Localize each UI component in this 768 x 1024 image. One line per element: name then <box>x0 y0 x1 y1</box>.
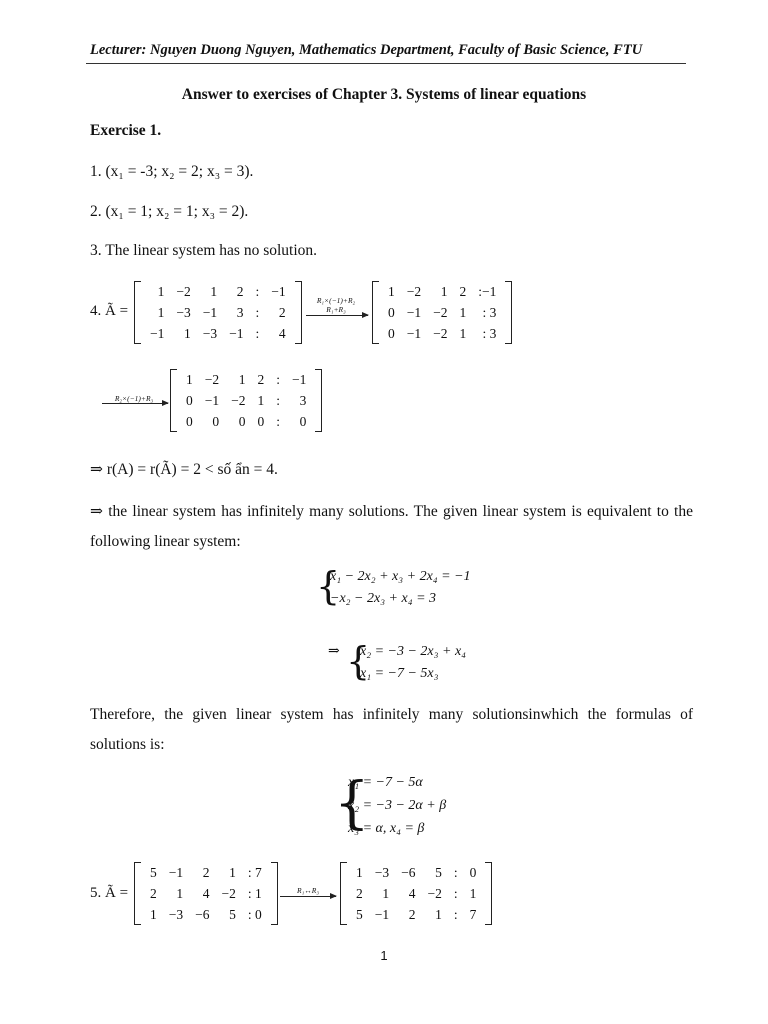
matrix-cell: −3 <box>168 906 184 922</box>
matrix-cell: −1 <box>202 304 218 320</box>
exercise-heading: Exercise 1. <box>90 122 162 139</box>
paragraph-equivalent: ⇒ the linear system has infinitely many solutions. The given linear system is equivalent to the following linear system: <box>90 503 693 550</box>
matrix-cell: 0 <box>186 392 193 408</box>
matrix-cell: 1 <box>459 304 467 320</box>
matrix-cell: −3 <box>202 325 218 341</box>
matrix-cell: : <box>276 392 281 408</box>
matrix-cell: : 7 <box>247 864 262 880</box>
item5-arrow <box>280 896 336 897</box>
matrix-row <box>382 302 502 323</box>
matrix-cell: −1 <box>168 864 184 880</box>
matrix-row <box>144 883 268 904</box>
matrix-cell: −2 <box>204 371 220 387</box>
matrix-row <box>350 883 482 904</box>
matrix-cell: 2 <box>278 304 286 320</box>
matrix-cell: 5 <box>229 906 236 922</box>
paragraph-therefore: Therefore, the given linear system has infinitely many solutionsinwhich the formulas of solutions is: <box>90 706 693 753</box>
matrix-cell: −1 <box>271 283 286 299</box>
matrix-cell: 2 <box>408 906 416 922</box>
solution-x1: x₁ = −7 − 5α <box>348 775 423 790</box>
matrix-cell: 4 <box>278 325 286 341</box>
matrix-cell: 4 <box>408 885 416 901</box>
item4-arrow-2 <box>102 403 168 404</box>
matrix-cell: 1 <box>238 371 246 387</box>
matrix-row <box>382 281 502 302</box>
matrix-cell: 5 <box>150 864 157 880</box>
item4-matrix-2 <box>372 281 512 344</box>
solution-x3-x4: x₃ = α, x₄ = β <box>348 821 425 836</box>
matrix-cell: −1 <box>150 325 165 341</box>
item4-matrix-3 <box>170 369 322 432</box>
matrix-row <box>180 411 312 432</box>
matrix-cell: 0 <box>469 864 477 880</box>
matrix-cell: −2 <box>433 304 448 320</box>
matrix-cell: 0 <box>388 325 395 341</box>
matrix-cell: −2 <box>176 283 191 299</box>
item4-label: 4. Ã = <box>90 303 129 319</box>
matrix-cell: 1 <box>382 885 390 901</box>
rank-statement: ⇒ r(A) = r(Ã) = 2 < số ẩn = 4. <box>90 461 278 478</box>
matrix-cell: −3 <box>176 304 191 320</box>
matrix-row <box>144 281 292 302</box>
matrix-cell: 0 <box>388 304 395 320</box>
matrix-cell: 3 <box>299 392 307 408</box>
matrix-cell: 1 <box>184 325 191 341</box>
item4-arrow-1 <box>306 315 368 316</box>
matrix-cell: 1 <box>210 283 218 299</box>
matrix-cell: −2 <box>406 283 422 299</box>
matrix-cell: −2 <box>427 885 442 901</box>
matrix-cell: :−1 <box>478 283 497 299</box>
matrix-cell: −6 <box>195 906 210 922</box>
matrix-cell: : <box>453 906 458 922</box>
matrix-cell: −3 <box>374 864 390 880</box>
matrix-cell: 2 <box>459 283 467 299</box>
matrix-cell: 1 <box>150 906 157 922</box>
matrix-cell: 0 <box>212 413 220 429</box>
matrix-cell: 2 <box>150 885 157 901</box>
item5-matrix-1 <box>134 862 278 925</box>
matrix-row <box>180 390 312 411</box>
matrix-cell: −1 <box>406 325 422 341</box>
matrix-cell: : <box>453 885 458 901</box>
item5-label: 5. Ã = <box>90 885 129 901</box>
matrix-cell: 1 <box>157 283 165 299</box>
item4-op1b: R₁+R₃ <box>326 305 346 314</box>
matrix-cell: : 3 <box>482 304 497 320</box>
matrix-cell: −1 <box>204 392 220 408</box>
matrix-cell: −6 <box>401 864 416 880</box>
item5-matrix-2 <box>340 862 492 925</box>
matrix-cell: 3 <box>236 304 244 320</box>
matrix-cell: −2 <box>433 325 448 341</box>
matrix-row <box>144 302 292 323</box>
solution-x2: x₂ = −3 − 2α + β <box>348 798 447 813</box>
matrix-cell: 1 <box>459 325 467 341</box>
matrix-row <box>144 862 268 883</box>
matrix-cell: 1 <box>229 864 236 880</box>
matrix-row <box>144 904 268 925</box>
matrix-cell: 1 <box>186 371 193 387</box>
matrix-row <box>350 904 482 925</box>
item4-op1a: R₁×(−1)+R₂ <box>316 296 356 305</box>
matrix-cell: : 3 <box>482 325 497 341</box>
matrix-cell: : <box>276 371 281 387</box>
matrix-cell: −1 <box>374 906 390 922</box>
page-number: 1 <box>380 948 388 963</box>
matrix-cell: 0 <box>299 413 307 429</box>
matrix-cell: : <box>255 325 260 341</box>
header-rule <box>86 63 686 64</box>
matrix-cell: 0 <box>238 413 246 429</box>
item4-op2: R₂×(−1)+R₃ <box>114 394 154 403</box>
matrix-row <box>180 369 312 390</box>
solved-eq-2: x₁ = −7 − 5x₃ <box>360 666 439 681</box>
matrix-row <box>382 323 502 344</box>
equation-2: −x₂ − 2x₃ + x₄ = 3 <box>330 591 437 606</box>
matrix-cell: 0 <box>257 413 265 429</box>
matrix-cell: : <box>255 283 260 299</box>
matrix-cell: −2 <box>231 392 246 408</box>
solved-system: { x₂ = −3 − 2x₃ + x₄ x₁ = −7 − 5x₃ <box>346 639 467 683</box>
matrix-cell: : <box>255 304 260 320</box>
page-header: Lecturer: Nguyen Duong Nguyen, Mathematics Department, Faculty of Basic Science, FTU <box>90 42 643 58</box>
item4-matrix-1 <box>134 281 302 344</box>
matrix-cell: 5 <box>356 906 363 922</box>
item5-op: R₁↔R₃ <box>297 886 319 895</box>
matrix-cell: 2 <box>356 885 363 901</box>
matrix-cell: 7 <box>469 906 477 922</box>
matrix-cell: 1 <box>176 885 184 901</box>
matrix-cell: : <box>453 864 458 880</box>
matrix-cell: 2 <box>202 864 210 880</box>
matrix-cell: 1 <box>469 885 477 901</box>
matrix-cell: −2 <box>221 885 236 901</box>
implies-arrow: ⇒ <box>328 644 340 659</box>
matrix-cell: 1 <box>356 864 363 880</box>
matrix-cell: 0 <box>186 413 193 429</box>
solution-formulas: { x₁ = −7 − 5α x₂ = −3 − 2α + β x₃ = α, x₄ = β <box>334 771 446 840</box>
matrix-cell: : 0 <box>247 906 262 922</box>
matrix-cell: 5 <box>435 864 442 880</box>
answer-3: 3. The linear system has no solution. <box>90 242 318 259</box>
solved-eq-1: x₂ = −3 − 2x₃ + x₄ <box>360 644 467 659</box>
equation-1: x₁ − 2x₂ + x₃ + 2x₄ = −1 <box>330 569 471 584</box>
matrix-cell: 4 <box>202 885 210 901</box>
matrix-cell: 1 <box>388 283 395 299</box>
matrix-cell: −1 <box>406 304 422 320</box>
matrix-cell: −1 <box>292 371 307 387</box>
equivalent-system: { x₁ − 2x₂ + x₃ + 2x₄ = −1 −x₂ − 2x₃ + x₄ = 3 <box>316 564 471 608</box>
matrix-cell: −1 <box>229 325 244 341</box>
matrix-cell: 1 <box>257 392 265 408</box>
matrix-row <box>350 862 482 883</box>
matrix-cell: 1 <box>157 304 165 320</box>
matrix-cell: 2 <box>236 283 244 299</box>
document-title: Answer to exercises of Chapter 3. Systems of linear equations <box>181 86 587 103</box>
matrix-cell: : <box>276 413 281 429</box>
matrix-cell: 2 <box>257 371 265 387</box>
matrix-row <box>144 323 292 344</box>
answer-2: 2. (x₁ = 1; x₂ = 1; x₃ = 2). <box>90 203 249 220</box>
matrix-cell: : 1 <box>247 885 262 901</box>
answer-1: 1. (x₁ = -3; x₂ = 2; x₃ = 3). <box>90 163 254 180</box>
matrix-cell: 1 <box>435 906 442 922</box>
matrix-cell: 1 <box>440 283 448 299</box>
